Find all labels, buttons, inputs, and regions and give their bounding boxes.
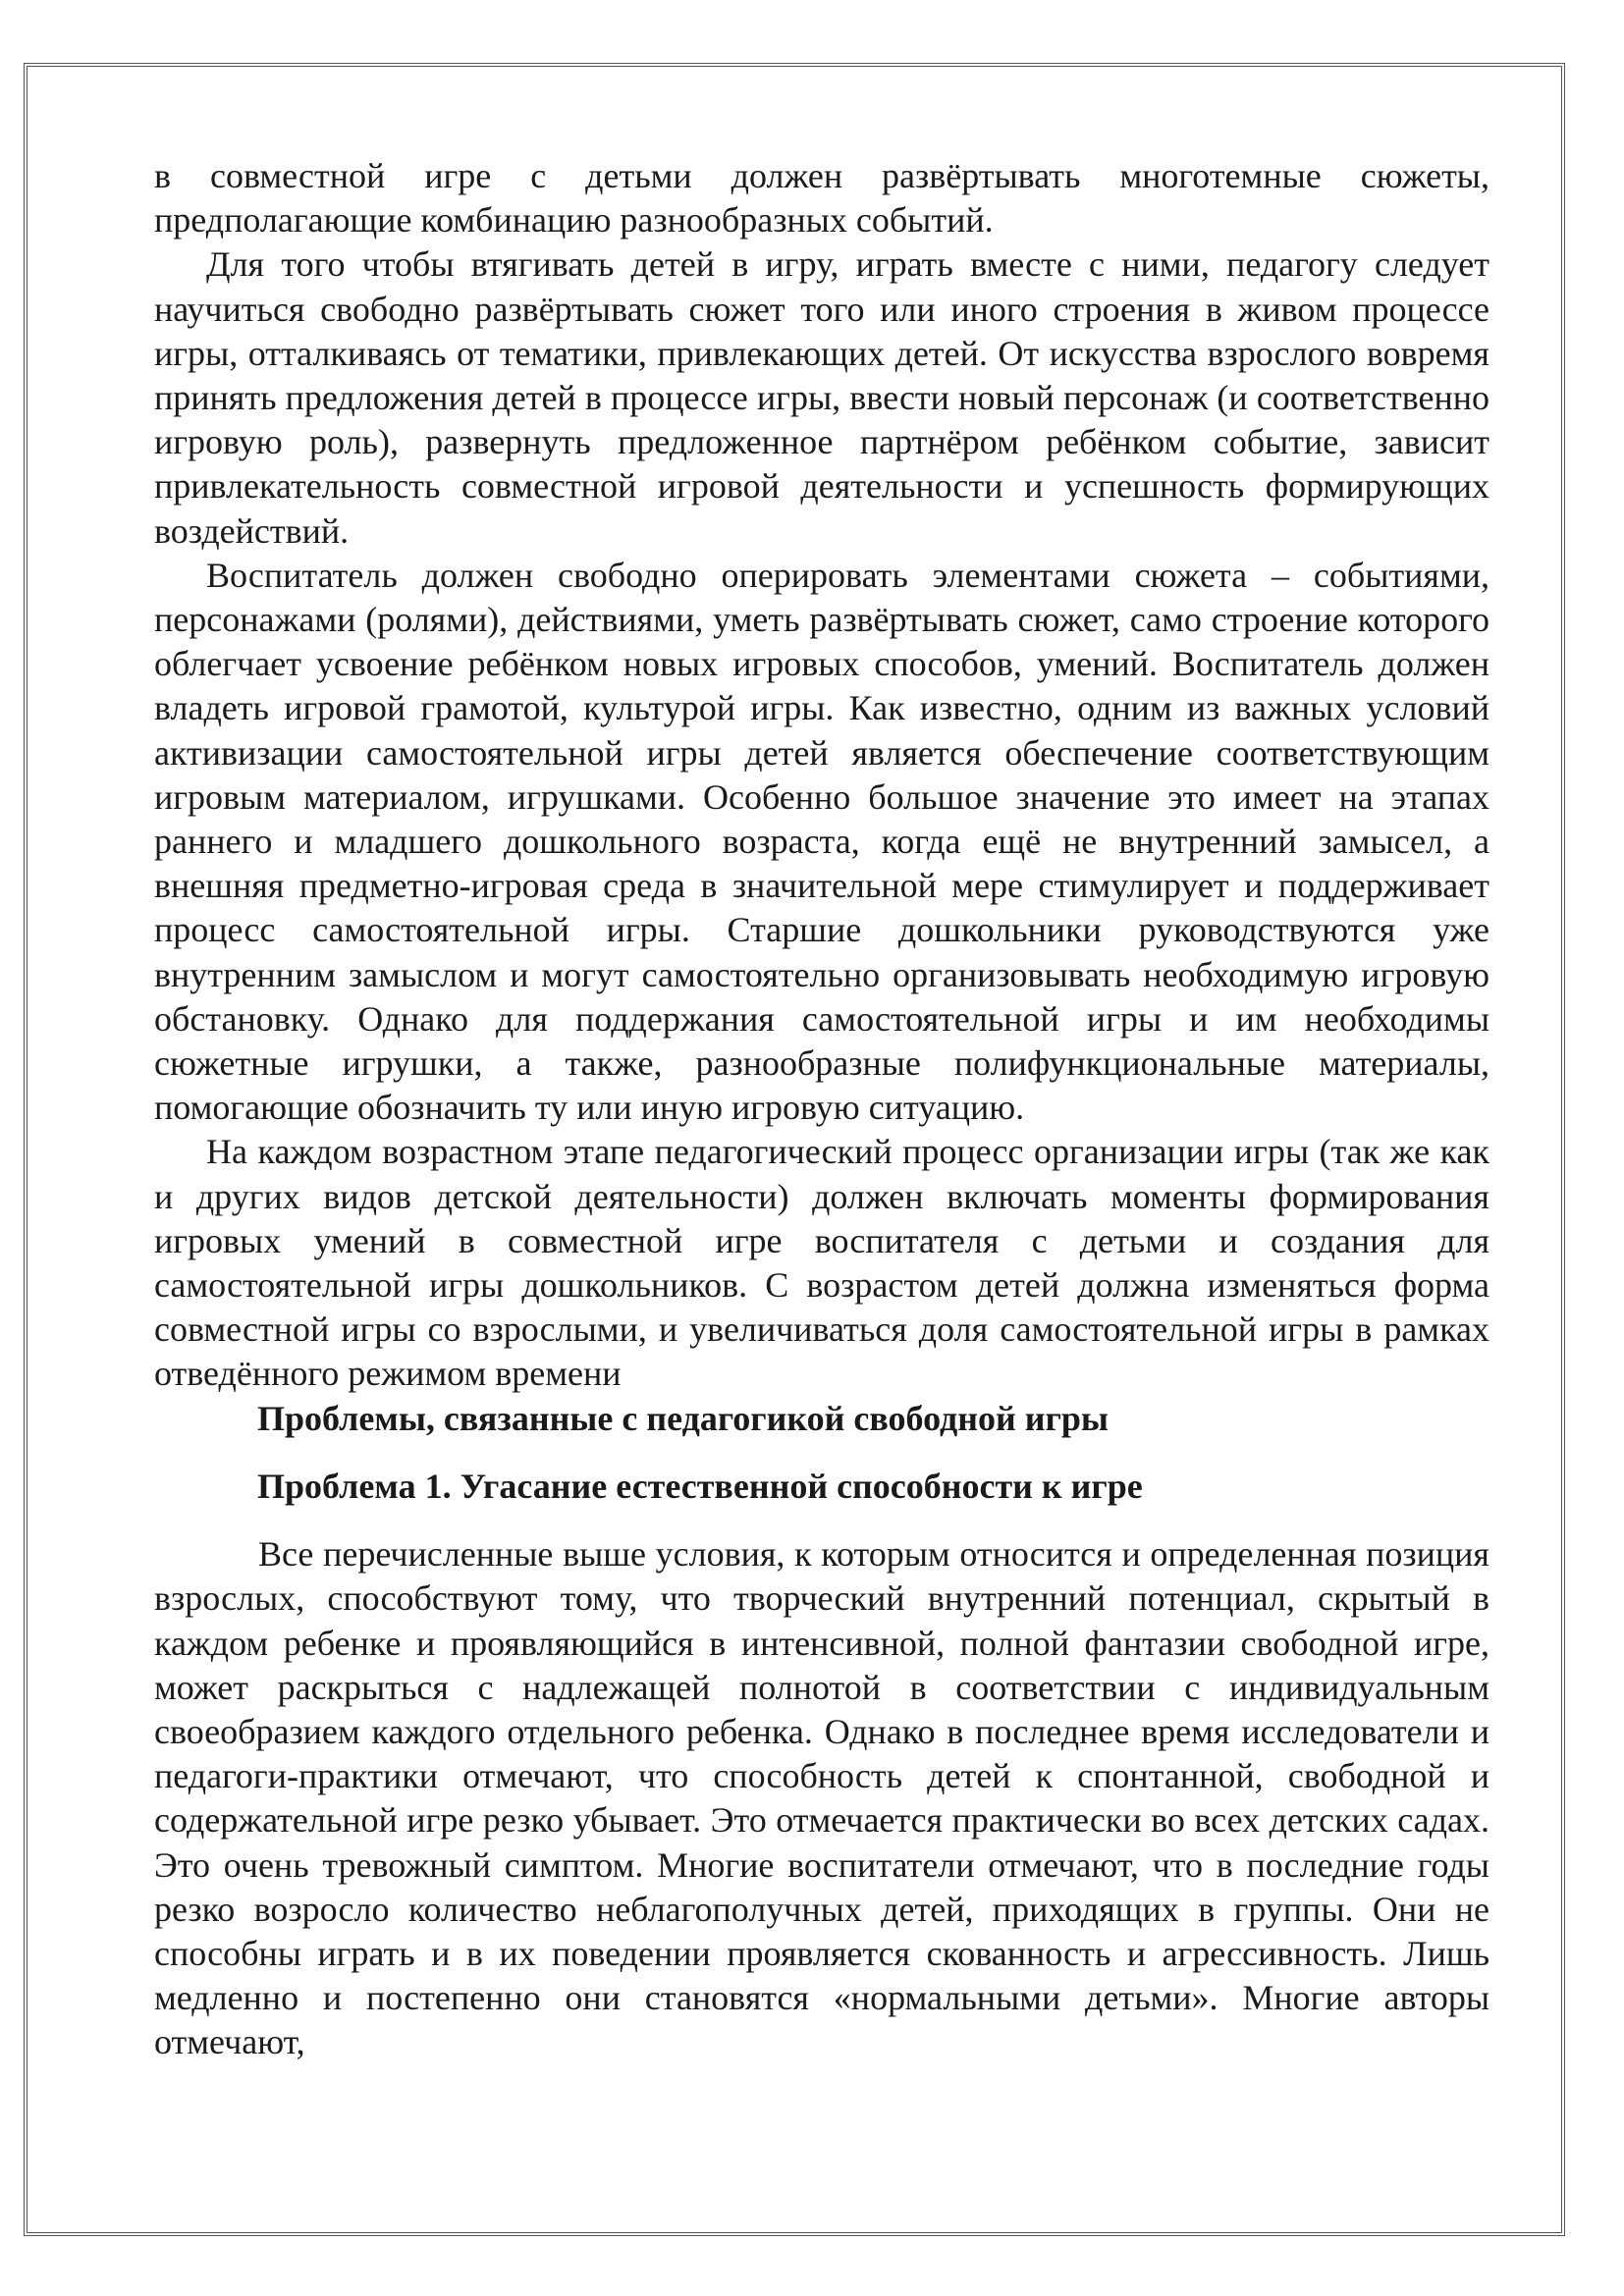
paragraph-playing-with-children: Для того чтобы втягивать детей в игру, играть вместе с ними, педагогу следует научиться свободно развёртывать сюжет того или иного строения в живом процессе игры, отталкиваясь от тематики, привлекающих детей. От искусства взрослого вовремя принять предложения детей в процессе игры, ввести новый персонаж (и соответственно игровую роль), развернуть предложенное партнёром ребёнком событие, зависит привлекательность совместной игровой деятельности и успешность формирующих воздействий. bbox=[154, 244, 1489, 551]
paragraph-educator-skills: Воспитатель должен свободно оперировать элементами сюжета – событиями, персонажами (ролями), действиями, уметь развёртывать сюжет, само строение которого облегчает усвоение ребёнком новых игровых способов, умений. Воспитатель должен владеть игровой грамотой, культурой игры. Как известно, одним из важных условий активизации самостоятельной игры детей является обеспечение соответствующим игровым материалом, игрушками. Особенно большое значение это имеет на этапах раннего и младшего дошкольного возраста, когда ещё не внутренний замысел, а внешняя предметно-игровая среда в значительной мере стимулирует и поддерживает процесс самостоятельной игры. Старшие дошкольники руководствуются уже внутренним замыслом и могут самостоятельно организовывать необходимую игровую обстановку. Однако для поддержания самостоятельной игры и им необходимы сюжетные игрушки, а также, разнообразные полифункциональные материалы, помогающие обозначить ту или иную игровую ситуацию. bbox=[154, 555, 1489, 1128]
paragraph-age-stages: На каждом возрастном этапе педагогический процесс организации игры (так же как и других видов детской деятельности) должен включать моменты формирования игровых умений в совместной игре воспитателя с детьми и создания для самостоятельной игры дошкольников. С возрастом детей должна изменяться форма совместной игры со взрослыми, и увеличиваться доля самостоятельной игры в рамках отведённого режимом времени bbox=[154, 1132, 1489, 1394]
paragraph-fading-ability: Все перечисленные выше условия, к которым относится и определенная позиция взрослых, способствуют тому, что творческий внутренний потенциал, скрытый в каждом ребенке и проявляющийся в интенсивной, полной фантазии свободной игре, может раскрыться с надлежащей полнотой в соответствии с индивидуальным своеобразием каждого отдельного ребенка. Однако в последнее время исследователи и педагоги-практики отмечают, что способность детей к спонтанной, свободной и содержательной игре резко убывает. Это отмечается практически во всех детских садах. Это очень тревожный симптом. Многие воспитатели отмечают, что в последние годы резко возросло количество неблагополучных детей, приходящих в группы. Они не способны играть и в их поведении проявляется скованность и агрессивность. Лишь медленно и постепенно они становятся «нормальными детьми». Многие авторы отмечают, bbox=[154, 1534, 1489, 2062]
subsection-heading: Проблема 1. Угасание естественной способности к игре bbox=[257, 1466, 1143, 1506]
document-body bbox=[154, 154, 1489, 2065]
section-heading: Проблемы, связанные с педагогикой свободной игры bbox=[257, 1398, 1109, 1438]
paragraph-continuation: в совместной игре с детьми должен развёртывать многотемные сюжеты, предполагающие комбинацию разнообразных событий. bbox=[154, 156, 1489, 240]
